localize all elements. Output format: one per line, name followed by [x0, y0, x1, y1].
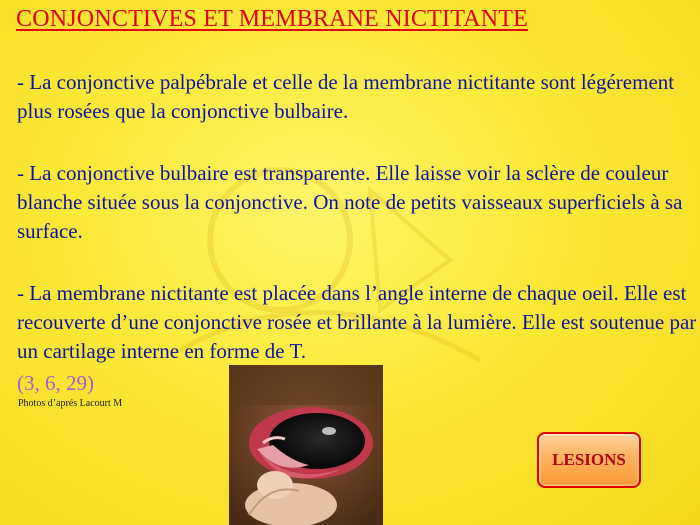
- lesions-button[interactable]: LESIONS: [537, 432, 641, 488]
- references: (3, 6, 29): [17, 371, 94, 395]
- paragraph-conjonctive-palpebrale: - La conjonctive palpébrale et celle de la membrane nictitante sont légérement plus rosées que la conjonctive bulbaire.: [17, 70, 675, 123]
- paragraph-membrane-nictitante: - La membrane nictitante est placée dans l’angle interne de chaque oeil. Elle est recouverte d’une conjonctive rosée et brillante à la lumière. Elle est soutenue par un cartilage interne en forme de T.: [17, 281, 697, 363]
- paragraph-conjonctive-bulbaire: - La conjonctive bulbaire est transparente. Elle laisse voir la sclère de couleur blanche située sous la conjonctive. On note de petits vaisseaux superficiels à sa surface.: [17, 161, 683, 243]
- eye-photo: [229, 365, 383, 525]
- page-title: CONJONCTIVES ET MEMBRANE NICTITANTE: [16, 6, 528, 32]
- photo-credit: Photos d’aprés Lacourt M: [18, 398, 123, 409]
